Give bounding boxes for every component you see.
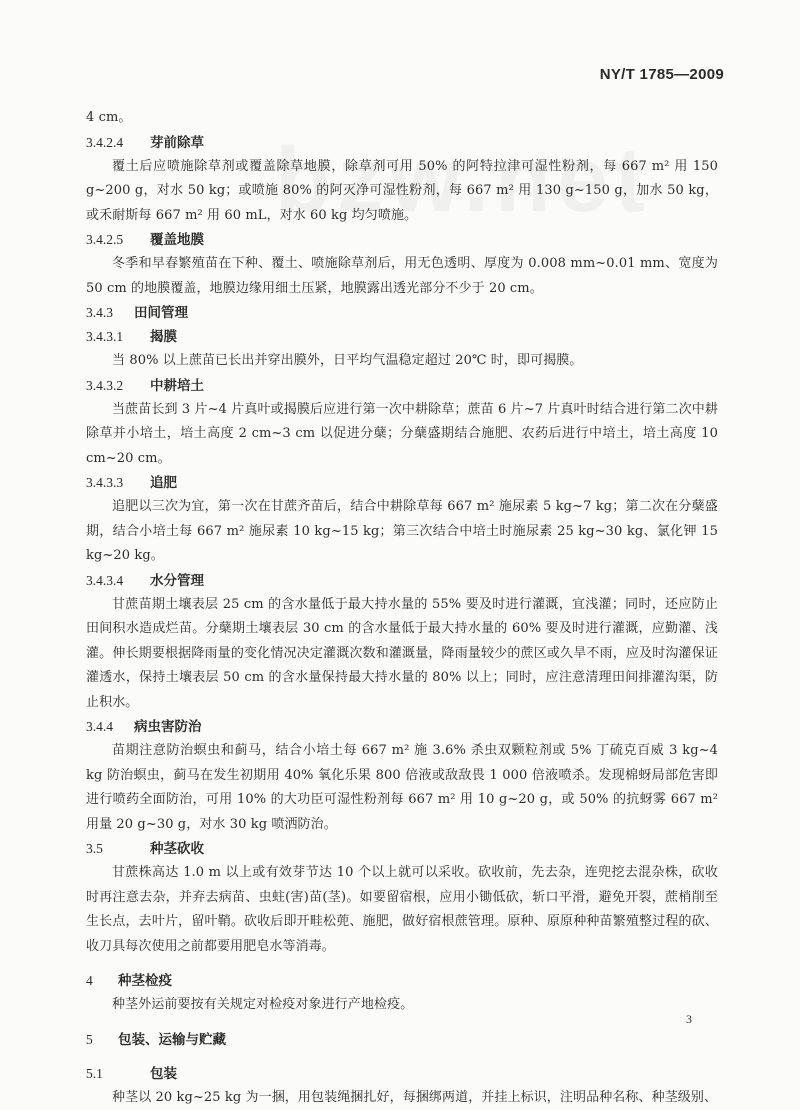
section-title: 追肥 xyxy=(150,475,177,491)
section-heading xyxy=(86,969,718,993)
section-number: 3.4.4 xyxy=(86,715,130,739)
standard-code-header: NY/T 1785—2009 xyxy=(600,66,724,83)
section-number: 3.4.2.5 xyxy=(86,228,146,252)
paragraph: 苗期注意防治螟虫和蓟马，结合小培土每 667 m² 施 3.6% 杀虫双颗粒剂或 5% 丁硫克百威 3 kg~4 kg 防治螟虫，蓟马在发生初期用 40% 氧化乐果 800 倍液或敌敌畏 1 000 倍液喷杀。发现棉蚜局部危害即进行喷药全面防治，可用 10% 的大功臣可湿性粉剂每 667 m² 用 10 g~20 g，或 50% 的抗蚜雾 667 m² 用量 20 g~30 g，对水 30 kg 喷洒防治。 xyxy=(86,739,718,837)
section-heading xyxy=(86,715,718,739)
section-title: 揭膜 xyxy=(150,329,177,345)
section-number: 3.4.3 xyxy=(86,301,130,325)
paragraph: 追肥以三次为宜，第一次在甘蔗齐苗后，结合中耕除草每 667 m² 施尿素 5 kg~7 kg；第二次在分蘖盛期，结合小培土每 667 m² 施尿素 10 kg~15 kg；第三次结合中培土时施尿素 25 kg~30 kg、氯化钾 15 kg~20 kg。 xyxy=(86,495,718,569)
section-heading xyxy=(86,471,718,495)
section-heading xyxy=(86,325,718,349)
section-number: 5.1 xyxy=(86,1062,146,1086)
section-number: 3.4.3.4 xyxy=(86,569,146,593)
section-title: 芽前除草 xyxy=(150,135,204,151)
paragraph: 当蔗苗长到 3 片~4 片真叶或揭膜后应进行第一次中耕除草；蔗苗 6 片~7 片真叶时结合进行第二次中耕除草并小培土，培土高度 2 cm~3 cm 以促进分蘖；分蘖盛期结合施肥、农药后进行中培土，培土高度 10 cm~20 cm。 xyxy=(86,398,718,472)
paragraph: 种茎外运前要按有关规定对检疫对象进行产地检疫。 xyxy=(86,993,718,1018)
section-heading xyxy=(86,131,718,155)
section-number: 3.4.3.3 xyxy=(86,471,146,495)
section-number: 3.4.3.1 xyxy=(86,325,146,349)
section-title: 覆盖地膜 xyxy=(150,232,204,248)
document-body xyxy=(86,106,718,1110)
section-number: 3.5 xyxy=(86,837,146,861)
section-number: 4 xyxy=(86,969,114,993)
section-heading xyxy=(86,374,718,398)
section-number: 3.4.2.4 xyxy=(86,131,146,155)
paragraph: 甘蔗株高达 1.0 m 以上或有效芽节达 10 个以上就可以采收。砍收前，先去杂，连兜挖去混杂株，砍收时再注意去杂，并弃去病苗、虫蛀(害)苗(茎)。如要留宿根，应用小锄低砍，斩口平滑，避免开裂，蔗梢削至生长点，去叶片，留叶鞘。砍收后即开畦松蔸、施肥，做好宿根蔗管理。原种、原原种种苗繁殖整过程的砍、收刀具每次使用之前都要用肥皂水等消毒。 xyxy=(86,861,718,959)
section-title: 水分管理 xyxy=(150,573,204,589)
section-heading xyxy=(86,228,718,252)
section-title: 中耕培土 xyxy=(150,378,204,394)
section-heading xyxy=(86,569,718,593)
paragraph: 种茎以 20 kg~25 kg 为一捆，用包装绳捆扎好，每捆绑两道，并挂上标识，注明品种名称、种茎级别、 xyxy=(86,1086,718,1110)
section-title: 包装 xyxy=(150,1066,177,1082)
section-spacer xyxy=(86,1018,718,1028)
section-heading xyxy=(86,301,718,325)
section-number: 5 xyxy=(86,1028,114,1052)
paragraph: 覆土后应喷施除草剂或覆盖除草地膜，除草剂可用 50% 的阿特拉津可湿性粉剂，每 667 m² 用 150 g~200 g，对水 50 kg；或喷施 80% 的阿灭净可湿性粉剂，每 667 m² 用 130 g~150 g，加水 50 kg，或禾耐斯每 667 m² 用 60 mL，对水 60 kg 均匀喷施。 xyxy=(86,155,718,229)
section-title: 田间管理 xyxy=(134,305,188,321)
section-heading xyxy=(86,1062,718,1086)
paragraph: 当 80% 以上蔗苗已长出并穿出膜外，日平均气温稳定超过 20℃ 时，即可揭膜。 xyxy=(86,349,718,374)
section-title: 包装、运输与贮藏 xyxy=(118,1032,226,1048)
paragraph: 甘蔗苗期土壤表层 25 cm 的含水量低于最大持水量的 55% 要及时进行灌溉，宜浅灌；同时，还应防止田间积水造成烂苗。分蘖期土壤表层 30 cm 的含水量低于最大持水量的 60% 要及时进行灌溉，应勤灌、浅灌。伸长期要根据降雨量的变化情况决定灌溉次数和灌溉量，降雨量较少的蔗区或久旱不雨，应及时沟灌保证灌透水，保持土壤表层 50 cm 的含水量保持最大持水量的 80% 以上；同时，应注意清理田间排灌沟渠，防止积水。 xyxy=(86,593,718,716)
page-number: 3 xyxy=(686,1012,692,1027)
section-title: 病虫害防治 xyxy=(134,719,202,735)
section-title: 种茎砍收 xyxy=(150,841,204,857)
section-spacer xyxy=(86,959,718,969)
paragraph: 冬季和早春繁殖苗在下种、覆土、喷施除草剂后，用无色透明、厚度为 0.008 mm~0.01 mm、宽度为 50 cm 的地膜覆盖，地膜边缘用细土压紧，地膜露出透光部分不少于 20 cm。 xyxy=(86,252,718,301)
paragraph: 4 cm。 xyxy=(86,106,718,131)
section-heading xyxy=(86,1028,718,1052)
section-number: 3.4.3.2 xyxy=(86,374,146,398)
section-spacer xyxy=(86,1052,718,1062)
section-heading xyxy=(86,837,718,861)
section-title: 种茎检疫 xyxy=(118,973,172,989)
